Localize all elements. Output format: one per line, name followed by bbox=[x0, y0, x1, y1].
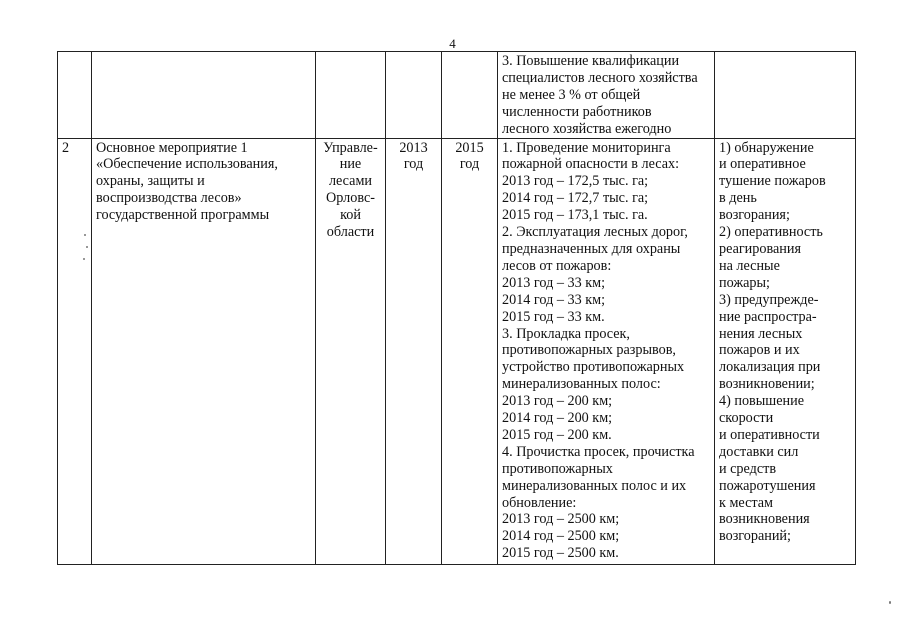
text-line: 2015 год – 2500 км. bbox=[502, 545, 619, 562]
text-line: пожаров и их bbox=[719, 342, 800, 359]
text-line: лесами bbox=[328, 173, 373, 190]
text-line: воспроизводства лесов» bbox=[96, 190, 242, 207]
effects-cell bbox=[715, 52, 856, 139]
text-line: 3. Прокладка просек, bbox=[502, 325, 630, 342]
table-row bbox=[58, 52, 856, 139]
text-line: государственной программы bbox=[96, 207, 270, 224]
start-year-cell bbox=[386, 52, 442, 139]
text-line: ние распростра- bbox=[719, 308, 817, 325]
text-line: год bbox=[403, 156, 424, 173]
text-line: год bbox=[459, 156, 480, 173]
text-line: Управле- bbox=[323, 139, 378, 156]
text-line: на лесные bbox=[719, 257, 780, 274]
text-line: тушение пожаров bbox=[719, 173, 826, 190]
text-line: и оперативности bbox=[719, 426, 820, 443]
text-line: лесного хозяйства ежегодно bbox=[502, 120, 672, 137]
text-line: 1. Проведение мониторинга bbox=[502, 139, 671, 156]
scan-speck bbox=[889, 601, 891, 604]
text-line: и оперативное bbox=[719, 156, 806, 173]
text-line: нения лесных bbox=[719, 325, 803, 342]
text-line: кой bbox=[340, 207, 361, 224]
text-line: 3. Повышение квалификации bbox=[502, 53, 680, 69]
text-line: «Обеспечение использования, bbox=[96, 156, 278, 173]
text-line: не менее 3 % от общей bbox=[502, 86, 641, 103]
name-cell bbox=[92, 138, 316, 564]
text-line: устройство противопожарных bbox=[502, 359, 685, 376]
text-line: 2014 год – 33 км; bbox=[502, 291, 606, 308]
text-line: локализация при bbox=[719, 359, 821, 376]
start-year-cell bbox=[386, 138, 442, 564]
text-line: пожаротушения bbox=[719, 477, 816, 494]
text-line: Орловс- bbox=[326, 190, 375, 207]
effects-cell bbox=[715, 138, 856, 564]
text-line: противопожарных bbox=[502, 460, 613, 477]
text-line: 2015 bbox=[455, 139, 484, 156]
text-line: 2) оперативность bbox=[719, 224, 823, 241]
scan-speck bbox=[84, 234, 86, 236]
text-line: 4. Прочистка просек, прочистка bbox=[502, 443, 695, 460]
text-line: пожарной опасности в лесах: bbox=[502, 156, 680, 173]
text-line: 2014 год – 200 км; bbox=[502, 410, 613, 427]
name-cell bbox=[92, 52, 316, 139]
text-line: 2013 год – 2500 км; bbox=[502, 511, 620, 528]
text-line: доставки сил bbox=[719, 443, 799, 460]
text-line: возгораний; bbox=[719, 528, 791, 545]
text-line: к местам bbox=[719, 494, 774, 511]
text-line: минерализованных полос: bbox=[502, 376, 661, 393]
end-year-cell bbox=[442, 138, 498, 564]
results-cell bbox=[498, 138, 715, 564]
text-line: 4) повышение bbox=[719, 393, 804, 410]
text-line: и средств bbox=[719, 460, 777, 477]
text-line: ние bbox=[339, 156, 362, 173]
text-line: 2015 год – 200 км. bbox=[502, 426, 612, 443]
end-year-cell bbox=[442, 52, 498, 139]
text-line: лесов от пожаров: bbox=[502, 257, 612, 274]
text-line: области bbox=[326, 224, 375, 241]
text-line: противопожарных разрывов, bbox=[502, 342, 676, 359]
text-line: пожары; bbox=[719, 274, 770, 291]
page-number: 4 bbox=[449, 36, 456, 51]
text-line: возникновения bbox=[719, 511, 810, 528]
text-line: специалистов лесного хозяйства bbox=[502, 69, 698, 86]
text-line: 2013 год – 172,5 тыс. га; bbox=[502, 173, 649, 190]
text-line: охраны, защиты и bbox=[96, 173, 205, 190]
text-line: Основное мероприятие 1 bbox=[96, 139, 248, 156]
text-line: реагирования bbox=[719, 240, 801, 257]
table-row bbox=[58, 138, 856, 564]
text-line: численности работников bbox=[502, 103, 652, 120]
executor-cell bbox=[316, 138, 386, 564]
text-line: 2. Эксплуатация лесных дорог, bbox=[502, 224, 688, 241]
number-cell: 2 bbox=[58, 138, 92, 564]
text-line: 2013 год – 200 км; bbox=[502, 393, 613, 410]
text-line: предназначенных для охраны bbox=[502, 240, 681, 257]
text-line: в день bbox=[719, 190, 757, 207]
text-line: 2013 год – 33 км; bbox=[502, 274, 606, 291]
measures-table bbox=[57, 51, 856, 565]
text-line: 3) предупрежде- bbox=[719, 291, 819, 308]
text-line: возникновении; bbox=[719, 376, 815, 393]
text-line: скорости bbox=[719, 410, 774, 427]
number-cell bbox=[58, 52, 92, 139]
executor-cell bbox=[316, 52, 386, 139]
text-line: 2014 год – 172,7 тыс. га; bbox=[502, 190, 649, 207]
text-line: обновление: bbox=[502, 494, 577, 511]
text-line: 1) обнаружение bbox=[719, 139, 814, 156]
text-line: 2013 bbox=[399, 139, 428, 156]
text-line: минерализованных полос и их bbox=[502, 477, 687, 494]
text-line: возгорания; bbox=[719, 207, 790, 224]
text-line: 2015 год – 173,1 тыс. га. bbox=[502, 207, 648, 224]
results-cell bbox=[498, 52, 715, 139]
scan-speck bbox=[86, 246, 88, 248]
text-line: 2015 год – 33 км. bbox=[502, 308, 605, 325]
text-line: 2014 год – 2500 км; bbox=[502, 528, 620, 545]
scan-speck bbox=[83, 258, 85, 260]
